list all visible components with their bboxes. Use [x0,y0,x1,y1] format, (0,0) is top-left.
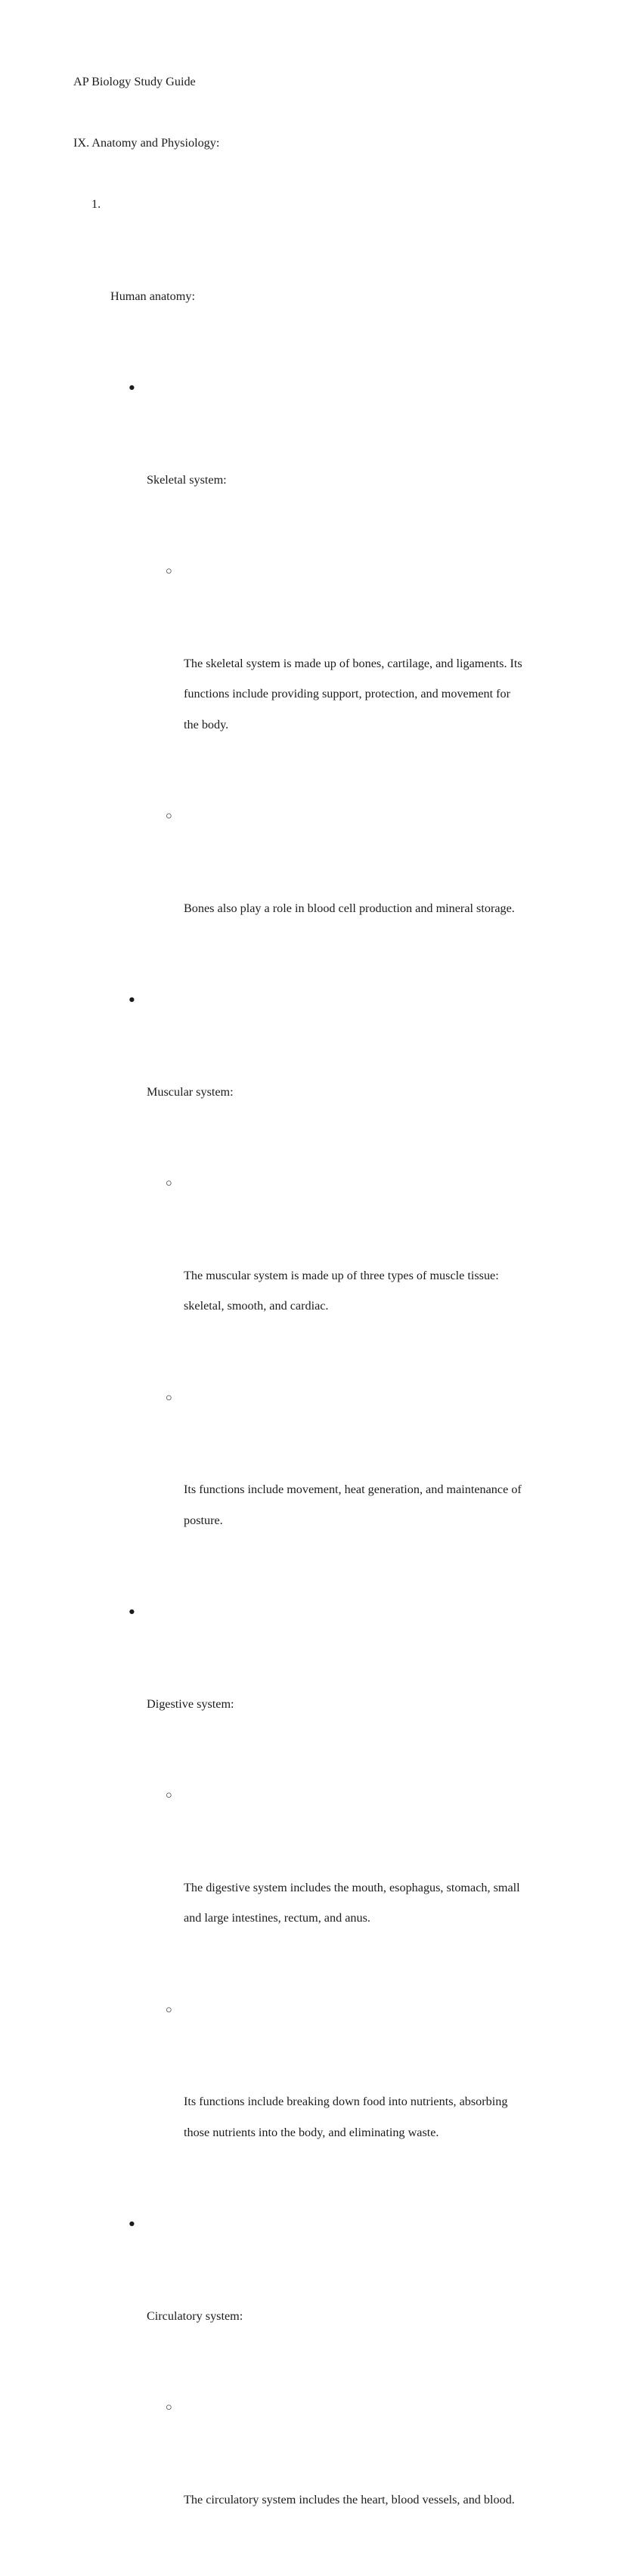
sub-bullet-item [73,556,596,801]
sub-bullet-item [73,801,596,985]
sub-bullet-item [73,1383,596,1597]
solid-bullet-icon: ● [129,1606,135,1618]
section-heading: IX. Anatomy and Physiology: [73,136,220,150]
bullet-item-label: Muscular system: [147,1084,234,1099]
sub-bullet-item [73,1780,596,1995]
sub-bullet-text: The circulatory system includes the heart, blood vessels, and blood. [184,2492,515,2506]
sub-bullet-text: Its functions include breaking down food into nutrients, absorbing those nutrients into the body, and eliminating waste. [184,2095,508,2139]
numbered-list [73,189,596,2576]
bullet-item-circulatory-system [73,2209,596,2392]
bullet-item-label: Circulatory system: [147,2309,243,2323]
open-bullet-icon: ○ [166,810,172,822]
bullet-item-label: Skeletal system: [147,472,227,487]
sub-bullet-text: Its functions include movement, heat generation, and maintenance of posture. [184,1483,522,1527]
list-number-marker: 1. [91,197,101,211]
list-item-label: Human anatomy: [110,289,195,303]
list-item-human-anatomy [73,189,596,373]
bullet-item-muscular-system [73,985,596,1168]
open-bullet-icon: ○ [166,1177,172,1189]
sub-bullet-text: The skeletal system is made up of bones, cartilage, and ligaments. Its functions include providing support, protection, and movement for the body. [184,656,522,731]
solid-bullet-icon: ● [129,2218,135,2230]
sub-bullet-text: Bones also play a role in blood cell production and mineral storage. [184,901,515,915]
bullet-item-label: Digestive system: [147,1696,234,1711]
bullet-item-skeletal-system [73,373,596,556]
sub-bullet-item [73,1168,596,1383]
open-bullet-icon: ○ [166,2003,172,2016]
open-bullet-icon: ○ [166,1789,172,1801]
solid-bullet-icon: ● [129,994,135,1006]
solid-bullet-icon: ● [129,382,135,394]
bullet-item-digestive-system [73,1597,596,1780]
sub-bullet-item [73,2392,596,2576]
sub-bullet-item [73,1995,596,2210]
sub-bullet-text: The digestive system includes the mouth, esophagus, stomach, small and large intestines, rectum, and anus. [184,1880,520,1925]
document-title: AP Biology Study Guide [73,75,196,88]
open-bullet-icon: ○ [166,565,172,577]
open-bullet-icon: ○ [166,2401,172,2414]
sub-bullet-text: The muscular system is made up of three types of muscle tissue: skeletal, smooth, and cardiac. [184,1268,499,1313]
open-bullet-icon: ○ [166,1391,172,1404]
